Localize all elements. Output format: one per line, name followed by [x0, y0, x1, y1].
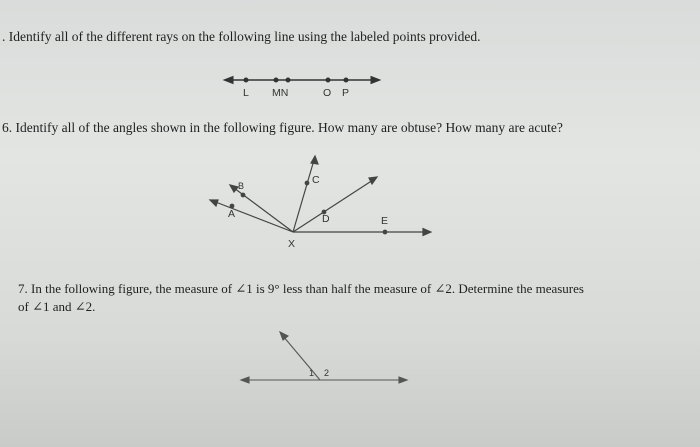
point-c — [305, 181, 309, 185]
ray-xc — [293, 160, 314, 232]
label-x: X — [288, 238, 296, 250]
arrow-d — [369, 177, 377, 184]
ray-line-figure — [224, 77, 380, 84]
label-c: C — [312, 174, 320, 186]
arrow-e — [423, 229, 431, 236]
label-b: B — [238, 181, 245, 191]
arrow-b — [230, 185, 238, 192]
slanted-arrow — [280, 332, 288, 340]
arrow-a — [210, 200, 218, 206]
question-6-text: 6. Identify all of the angles shown in the following figure. How many are obtuse? How many are acute? — [2, 120, 563, 135]
label-a: A — [228, 208, 236, 220]
angle-1-label: 1 — [309, 368, 315, 378]
question-7-line-2: of ∠1 and ∠2. — [18, 299, 96, 314]
point-p — [344, 78, 348, 82]
label-e: E — [381, 215, 389, 227]
label-mn: MN — [272, 87, 289, 99]
left-arrowhead — [224, 77, 233, 84]
right-arrowhead — [371, 77, 380, 84]
slanted-ray — [283, 336, 320, 380]
point-b — [241, 193, 245, 197]
question-7-line-1: 7. In the following figure, the measure of ∠1 is 9° less than half the measure of ∠2. Determine the measures — [18, 281, 584, 296]
base-left-arrow — [241, 377, 249, 383]
point-l — [244, 78, 248, 82]
ray-xd — [293, 180, 373, 232]
point-e — [383, 230, 387, 234]
point-o — [326, 78, 330, 82]
label-l: L — [243, 87, 249, 99]
angle-2-label: 2 — [324, 368, 330, 378]
question-5-text: . Identify all of the different rays on the following line using the labeled points provided. — [2, 29, 481, 44]
base-right-arrow — [399, 377, 407, 383]
ray-xa — [213, 201, 293, 232]
arrow-c — [311, 156, 318, 164]
label-d: D — [322, 213, 330, 225]
point-m — [274, 78, 278, 82]
label-o: O — [323, 87, 332, 99]
label-p: P — [342, 87, 350, 99]
point-n — [286, 78, 290, 82]
angles-figure — [210, 156, 431, 236]
